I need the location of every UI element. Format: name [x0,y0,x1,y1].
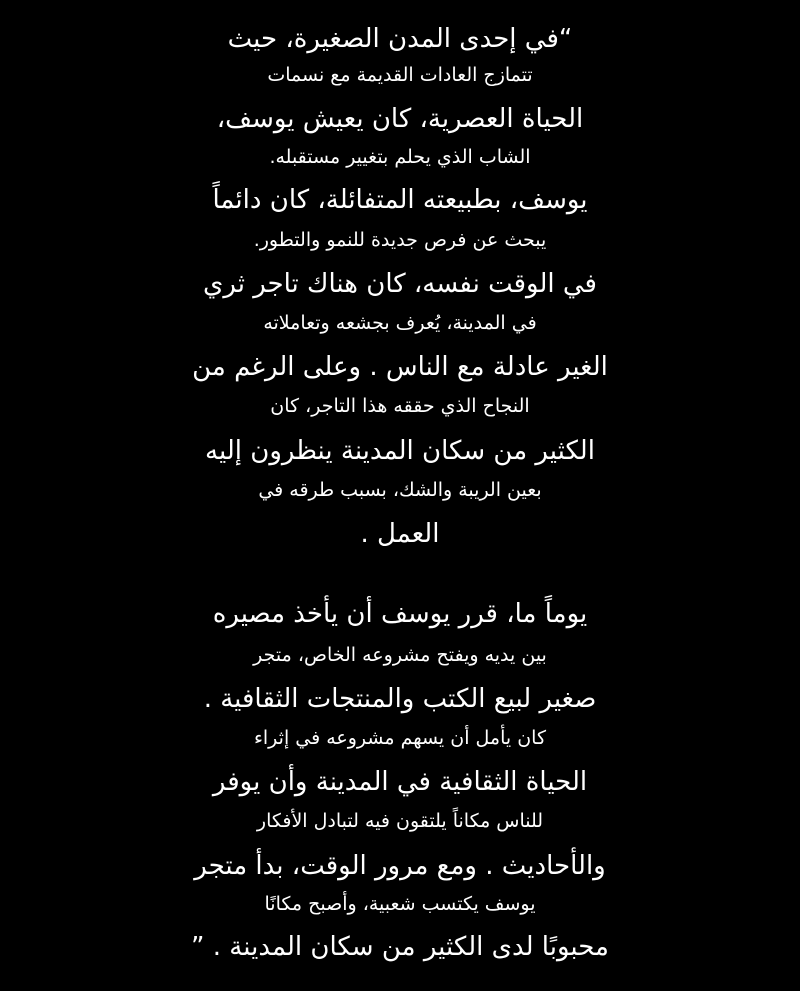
story-line: للناس مكاناً يلتقون فيه لتبادل الأفكار [256,810,544,832]
story-line: يوماً ما، قرر يوسف أن يأخذ مصيره [212,599,588,629]
story-line: النجاح الذي حققه هذا التاجر، كان [270,395,530,417]
story-line: الحياة الثقافية في المدينة وأن يوفر [212,767,588,797]
story-line: بعين الريبة والشك، بسبب طرقه في [258,479,542,501]
story-line: يبحث عن فرص جديدة للنمو والتطور. [253,229,547,251]
story-line: محبوبًا لدى الكثير من سكان المدينة . ” [191,932,609,962]
story-line: الشاب الذي يحلم بتغيير مستقبله. [269,146,531,168]
story-line: والأحاديث . ومع مرور الوقت، بدأ متجر [194,851,606,881]
story-line: الحياة العصرية، كان يعيش يوسف، [216,104,584,134]
story-line: يوسف، بطبيعته المتفائلة، كان دائماً [212,185,588,215]
story-line: كان يأمل أن يسهم مشروعه في إثراء [253,727,547,749]
story-line: الغير عادلة مع الناس . وعلى الرغم من [192,352,608,382]
story-line: العمل . [360,519,440,549]
story-line: يوسف يكتسب شعبية، وأصبح مكانًا [264,893,536,915]
story-line: “في إحدى المدن الصغيرة، حيث [227,24,573,54]
story-line: تتمازج العادات القديمة مع نسمات [267,64,533,86]
story-line: صغير لبيع الكتب والمنتجات الثقافية . [203,684,597,714]
story-line: بين يديه ويفتح مشروعه الخاص، متجر [253,644,547,666]
story-line: في الوقت نفسه، كان هناك تاجر ثري [203,269,597,299]
story-line: الكثير من سكان المدينة ينظرون إليه [205,436,595,466]
story-line: في المدينة، يُعرف بجشعه وتعاملاته [263,312,537,334]
